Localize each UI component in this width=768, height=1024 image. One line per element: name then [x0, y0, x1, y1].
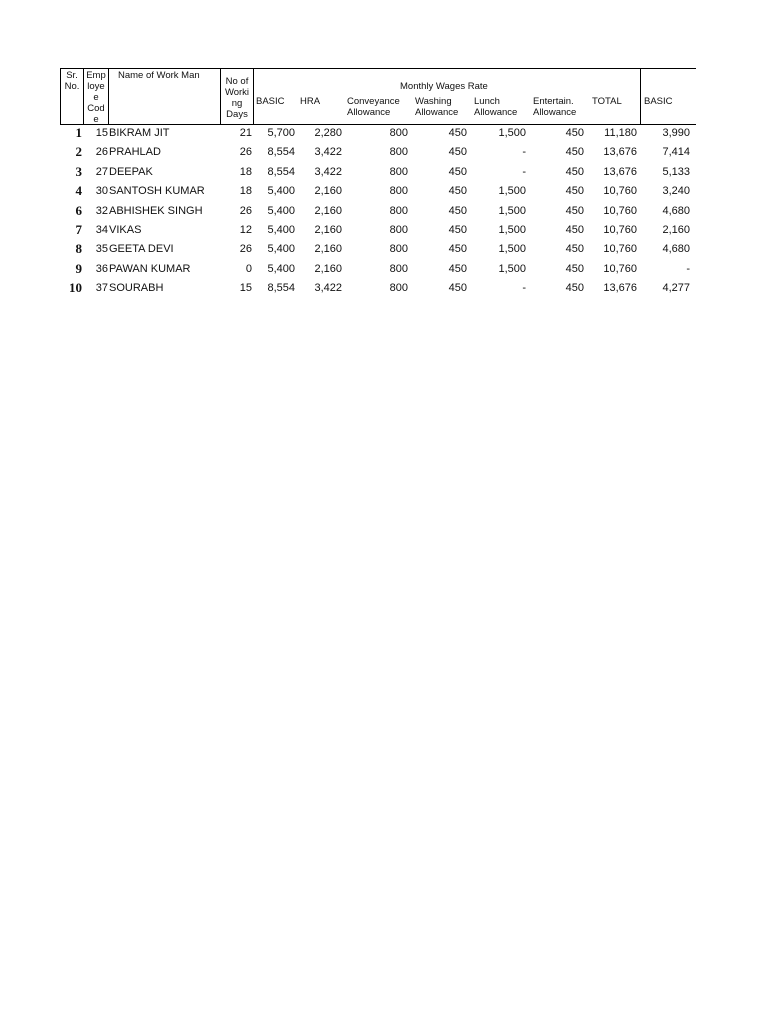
cell-employee-code: 15 [95, 127, 108, 139]
cell-working-days: 0 [245, 262, 252, 275]
cell-sr-no: 6 [75, 202, 82, 218]
cell-lunch: 1,500 [498, 127, 526, 139]
cell-basic-2: 5,133 [662, 165, 690, 178]
cell-working-days: 26 [239, 204, 252, 217]
cell-basic: 5,400 [267, 223, 295, 236]
cell-washing: 450 [448, 282, 467, 295]
cell-sr-no: 9 [75, 260, 82, 276]
cell-washing: 450 [448, 146, 467, 159]
cell-basic: 5,400 [267, 243, 295, 256]
cell-name: PRAHLAD [109, 146, 161, 159]
cell-working-days: 12 [239, 223, 252, 236]
cell-entertain: 450 [565, 282, 584, 295]
cell-basic-2: 4,680 [662, 243, 690, 256]
cell-washing: 450 [448, 127, 467, 139]
cell-employee-code: 30 [95, 185, 108, 198]
cell-entertain: 450 [565, 204, 584, 217]
cell-hra: 2,160 [314, 204, 342, 217]
cell-entertain: 450 [565, 185, 584, 198]
header-conveyance-allowance: Conveyance Allowance [347, 96, 400, 118]
header-washing-allowance: Washing Allowance [415, 96, 459, 118]
table-row [60, 240, 696, 259]
cell-total: 13,676 [603, 146, 637, 159]
header-col-line [60, 68, 61, 125]
cell-total: 13,676 [603, 165, 637, 178]
cell-washing: 450 [448, 243, 467, 256]
cell-sr-no: 10 [69, 280, 82, 296]
cell-washing: 450 [448, 204, 467, 217]
cell-basic: 8,554 [267, 282, 295, 295]
header-monthly-wages-rate: Monthly Wages Rate [400, 81, 488, 92]
cell-entertain: 450 [565, 127, 584, 139]
cell-hra: 2,160 [314, 223, 342, 236]
cell-hra: 3,422 [314, 165, 342, 178]
table-row [60, 182, 696, 201]
cell-entertain: 450 [565, 146, 584, 159]
cell-employee-code: 32 [95, 204, 108, 217]
cell-sr-no: 4 [75, 183, 82, 199]
cell-name: PAWAN KUMAR [109, 262, 191, 275]
cell-conveyance: 800 [389, 185, 408, 198]
cell-lunch: 1,500 [498, 262, 526, 275]
cell-total: 11,180 [604, 127, 637, 139]
cell-working-days: 21 [239, 127, 252, 139]
cell-total: 10,760 [603, 262, 637, 275]
cell-employee-code: 35 [95, 243, 108, 256]
cell-sr-no: 8 [75, 241, 82, 257]
cell-conveyance: 800 [389, 165, 408, 178]
header-employee-code: Emp loye e Cod e [86, 70, 106, 124]
cell-entertain: 450 [565, 262, 584, 275]
cell-basic-2: 3,990 [662, 127, 690, 139]
cell-conveyance: 800 [389, 282, 408, 295]
cell-conveyance: 800 [389, 127, 408, 139]
header-top-border [60, 68, 696, 69]
table-row [60, 124, 696, 143]
header-col-line [220, 68, 221, 125]
cell-washing: 450 [448, 165, 467, 178]
cell-sr-no: 3 [75, 163, 82, 179]
cell-name: BIKRAM JIT [109, 127, 170, 139]
cell-name: VIKAS [109, 223, 142, 236]
cell-conveyance: 800 [389, 223, 408, 236]
cell-basic: 5,400 [267, 204, 295, 217]
wages-sheet [60, 68, 696, 299]
cell-conveyance: 800 [389, 262, 408, 275]
table-row [60, 260, 696, 279]
cell-basic: 8,554 [267, 146, 295, 159]
cell-total: 10,760 [603, 204, 637, 217]
cell-conveyance: 800 [389, 243, 408, 256]
cell-lunch: - [522, 146, 526, 159]
table-row [60, 143, 696, 162]
cell-lunch: 1,500 [498, 243, 526, 256]
cell-working-days: 26 [239, 146, 252, 159]
header-sr-no: Sr. No. [64, 70, 80, 92]
cell-basic-2: 4,680 [662, 204, 690, 217]
table-header [60, 68, 696, 124]
cell-employee-code: 37 [95, 282, 108, 295]
cell-hra: 2,160 [314, 185, 342, 198]
cell-name: SOURABH [109, 282, 164, 295]
cell-employee-code: 34 [95, 223, 108, 236]
cell-washing: 450 [448, 185, 467, 198]
cell-name: SANTOSH KUMAR [109, 185, 205, 198]
cell-hra: 2,280 [314, 127, 342, 139]
cell-basic-2: 7,414 [662, 146, 690, 159]
cell-hra: 3,422 [314, 146, 342, 159]
cell-total: 13,676 [603, 282, 637, 295]
cell-sr-no: 7 [75, 221, 82, 237]
cell-employee-code: 26 [95, 146, 108, 159]
cell-hra: 2,160 [314, 243, 342, 256]
cell-entertain: 450 [565, 243, 584, 256]
table-body [60, 124, 696, 299]
header-total: TOTAL [592, 96, 622, 107]
cell-basic-2: 3,240 [662, 185, 690, 198]
cell-total: 10,760 [603, 223, 637, 236]
cell-basic: 8,554 [267, 165, 295, 178]
cell-lunch: 1,500 [498, 223, 526, 236]
cell-lunch: - [522, 282, 526, 295]
cell-washing: 450 [448, 223, 467, 236]
cell-basic-2: 2,160 [662, 223, 690, 236]
cell-name: GEETA DEVI [109, 243, 174, 256]
table-row [60, 202, 696, 221]
cell-lunch: - [522, 165, 526, 178]
cell-hra: 2,160 [314, 262, 342, 275]
header-col-line [108, 68, 109, 125]
cell-entertain: 450 [565, 165, 584, 178]
cell-basic: 5,700 [267, 127, 295, 139]
cell-working-days: 26 [239, 243, 252, 256]
cell-name: DEEPAK [109, 165, 153, 178]
header-basic: BASIC [256, 96, 285, 107]
cell-working-days: 18 [239, 165, 252, 178]
cell-sr-no: 1 [75, 125, 82, 140]
header-lunch-allowance: Lunch Allowance [474, 96, 518, 118]
header-col-line [640, 68, 641, 125]
header-entertain-allowance: Entertain. Allowance [533, 96, 577, 118]
cell-entertain: 450 [565, 223, 584, 236]
cell-working-days: 18 [239, 185, 252, 198]
cell-washing: 450 [448, 262, 467, 275]
table-row [60, 221, 696, 240]
header-basic-2: BASIC [644, 96, 673, 107]
cell-working-days: 15 [239, 282, 252, 295]
table-row [60, 163, 696, 182]
cell-conveyance: 800 [389, 204, 408, 217]
cell-basic: 5,400 [267, 262, 295, 275]
header-working-days: No of Worki ng Days [224, 76, 250, 120]
cell-total: 10,760 [603, 243, 637, 256]
cell-lunch: 1,500 [498, 204, 526, 217]
table-row [60, 279, 696, 298]
cell-lunch: 1,500 [498, 185, 526, 198]
cell-hra: 3,422 [314, 282, 342, 295]
cell-employee-code: 27 [95, 165, 108, 178]
header-hra: HRA [300, 96, 321, 107]
cell-basic-2: - [686, 262, 690, 275]
header-name-of-work-man: Name of Work Man [118, 70, 200, 81]
cell-name: ABHISHEK SINGH [109, 204, 203, 217]
cell-basic-2: 4,277 [662, 282, 690, 295]
cell-basic: 5,400 [267, 185, 295, 198]
header-col-line [253, 68, 254, 125]
cell-sr-no: 2 [75, 144, 82, 160]
cell-total: 10,760 [603, 185, 637, 198]
cell-conveyance: 800 [389, 146, 408, 159]
cell-employee-code: 36 [95, 262, 108, 275]
